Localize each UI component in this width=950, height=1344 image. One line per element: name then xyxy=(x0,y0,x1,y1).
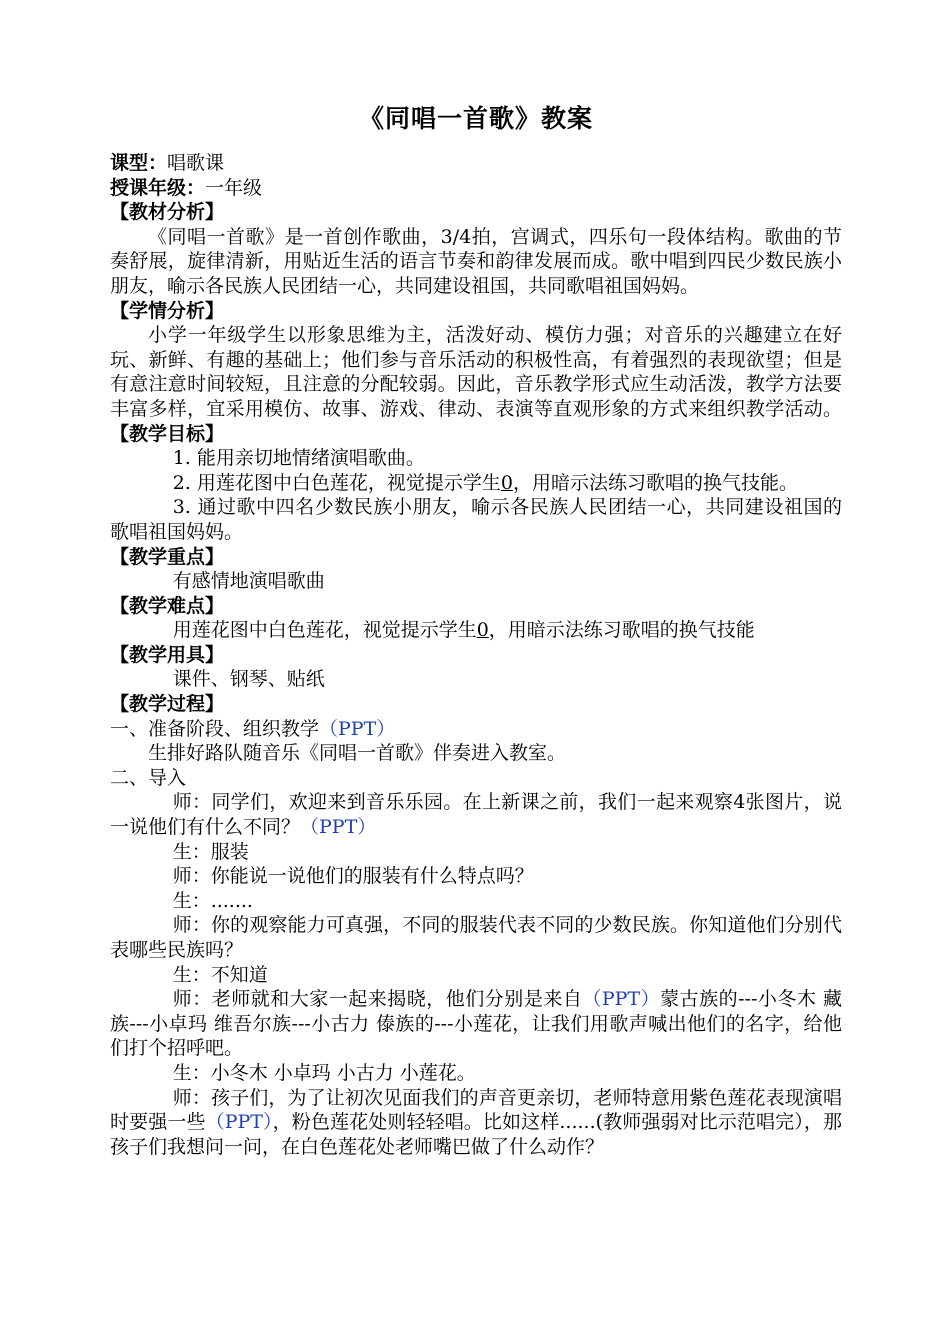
dialogue-7-text-b: 蒙古族的---小冬木 藏族---小卓玛 维吾尔族---小古力 傣族的---小莲花，让我们用歌声喊出他们的名字，给他们打个招呼吧。 xyxy=(110,988,842,1060)
teaching-goals-heading: 【教学目标】 xyxy=(110,422,225,445)
dialogue-7-ppt-tag: （PPT） xyxy=(582,988,661,1011)
dialogue-8: 生：小冬木 小卓玛 小古力 小莲花。 xyxy=(172,1061,476,1084)
step1-title xyxy=(110,717,842,742)
lesson-type-label: 课型： xyxy=(110,152,168,174)
difficulties-text xyxy=(110,618,842,643)
difficulties-text-a: 用莲花图中白色莲花，视觉提示学生 xyxy=(172,619,477,642)
process-heading: 【教学过程】 xyxy=(110,693,225,716)
goal-item-2-zero: 0 xyxy=(500,471,513,494)
page-title: 《同唱一首歌》教案 xyxy=(358,104,593,133)
goal-item-1: 1. 能用亲切地情绪演唱歌曲。 xyxy=(172,447,425,470)
difficulties-zero: 0 xyxy=(476,619,489,642)
dialogue-7 xyxy=(110,987,842,1061)
dialogue-1-text: 师：同学们，欢迎来到音乐乐园。在上新课之前，我们一起来观察4张图片，说一说他们有什么不同？ xyxy=(110,791,842,839)
dialogue-5: 师：你的观察能力可真强，不同的服装代表不同的少数民族。你知道他们分别代表哪些民族吗？ xyxy=(110,914,842,961)
difficulties-text-b: ，用暗示法练习歌唱的换气技能 xyxy=(488,619,755,642)
step1-ppt-tag: （PPT） xyxy=(319,717,396,740)
grade-value: 一年级 xyxy=(205,176,263,199)
student-analysis-text xyxy=(110,323,842,446)
key-points-heading: 【教学重点】 xyxy=(110,545,225,568)
dialogue-9-text-b: ，粉色莲花处则轻轻唱。比如这样......(教师强弱对比示范唱完），那孩子们我想问一问，在白色莲花处老师嘴巴做了什么动作？ xyxy=(110,1111,842,1158)
dialogue-1 xyxy=(110,790,842,839)
key-points-text: 有感情地演唱歌曲 xyxy=(172,570,325,593)
goal-item-2-rest: ，用暗示法练习歌唱的换气技能。 xyxy=(512,471,798,494)
step1-title-text: 一、准备阶段、组织教学 xyxy=(110,717,320,740)
dialogue-7-text-a: 师：老师就和大家一起来揭晓，他们分别是来自 xyxy=(172,988,583,1011)
dialogue-9-ppt-tag: （PPT） xyxy=(205,1111,273,1134)
lesson-type-line xyxy=(110,151,842,176)
lesson-type-value: 唱歌课 xyxy=(167,152,225,174)
goal-item-2-text: 2. 用莲花图中白色莲花，视觉提示学生 xyxy=(172,471,501,494)
tools-heading: 【教学用具】 xyxy=(110,643,225,666)
student-analysis-body: 小学一年级学生以形象思维为主，活泼好动、模仿力强；对音乐的兴趣建立在好玩、新鲜、有趣的基础上；他们参与音乐活动的积极性高，有着强烈的表现欲望；但是有意注意时间较短，且注意的分配较弱。因此，音乐教学形式应生动活泼，教学方法要丰富多样，宜采用模仿、故事、游戏、律动、表演等直观形象的方式来组织教学活动。 xyxy=(110,324,842,420)
tools-text: 课件、钢琴、贴纸 xyxy=(172,668,325,691)
step1-text: 生排好路队随音乐《同唱一首歌》伴奏进入教室。 xyxy=(148,742,567,765)
dialogue-9 xyxy=(110,1086,842,1160)
student-analysis-heading: 【学情分析】 xyxy=(110,299,225,322)
dialogue-9-text-a: 师：孩子们，为了让初次见面我们的声音更亲切，老师特意用紫色莲花表现演唱时要强一些 xyxy=(110,1086,842,1134)
dialogue-4: 生：....... xyxy=(172,889,253,912)
dialogue-2: 生：服装 xyxy=(172,840,249,863)
goal-item-3: 3. 通过歌中四名少数民族小朋友，喻示各民族人民团结一心，共同建设祖国的歌唱祖国妈妈。 xyxy=(110,496,842,543)
material-analysis-text: 《同唱一首歌》是一首创作歌曲，3/4拍，宫调式，四乐句一段体结构。歌曲的节奏舒展，旋律清新，用贴近生活的语言节奏和韵律发展而成。歌中唱到四民少数民族小朋友，喻示各民族人民团结一心，共同建设祖国，共同歌唱祖国妈妈。 xyxy=(110,225,842,297)
step2-title: 二、导入 xyxy=(110,766,187,789)
dialogue-1-ppt-tag: （PPT） xyxy=(300,816,377,839)
dialogue-3: 师：你能说一说他们的服装有什么特点吗？ xyxy=(172,865,534,888)
material-analysis-heading: 【教材分析】 xyxy=(110,201,225,224)
goal-item-2 xyxy=(110,471,842,496)
grade-line xyxy=(110,176,842,201)
grade-label: 授课年级： xyxy=(110,176,206,199)
difficulties-heading: 【教学难点】 xyxy=(110,594,225,617)
dialogue-6: 生：不知道 xyxy=(172,963,268,986)
